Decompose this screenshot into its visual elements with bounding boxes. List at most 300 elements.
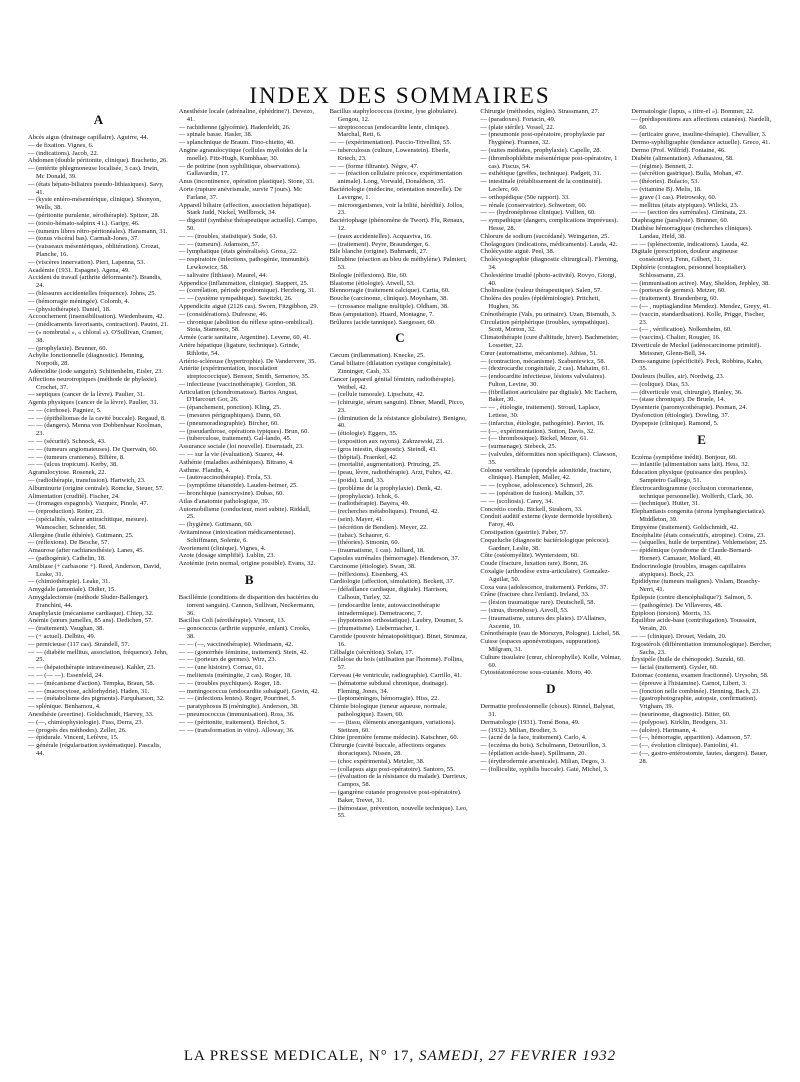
index-entry: Amibiase (+ carbasone +). Reed, Anderson, David, Leake, 31.: [28, 562, 161, 578]
index-entry: Capsules surrénales (hémorragie). Henderson, 37.: [329, 555, 460, 563]
index-entry: Dermo-syphiligraphie (tendance actuelle). Greco, 41.: [631, 139, 770, 147]
index-entry: Canal biliaire (dilatation cystique congénitale). Zinninger, Cash, 33.: [329, 360, 452, 375]
index-entry: — (sécrétion de Bendien). Meyer, 22.: [329, 523, 428, 531]
index-entry: Cholécystite aiguë. Peel, 38.: [480, 248, 555, 256]
index-entry: Anaphylaxie (mécanisme cardiaque). Chiep, 32.: [28, 609, 154, 617]
index-entry: Bouche (carcinome, clinique). Moynham, 38.: [329, 295, 449, 303]
index-entry: Chine (première femme médecin). Katschner, 60.: [329, 734, 459, 742]
index-entry: Cœur (automatisme, mécanisme). Athias, 51.: [480, 349, 598, 357]
index-entry: Avitaminose (intoxication médicamenteuse). Schiffmann, Solente, 6.: [178, 529, 296, 544]
index-entry: Cuisse (espaces aponévrotiques, suppuration). Milgram, 31.: [480, 638, 601, 653]
index-entry: — — (hépatothérapie intraveineuse). Kahler, 23.: [28, 664, 156, 672]
index-entry: — (crossance maligne multiple). Oldham, 38.: [329, 302, 449, 310]
index-entry: — — (opération de fusion). Malkin, 37.: [480, 490, 585, 498]
index-entry: — orthopédique (50e rapport). 33.: [480, 193, 570, 201]
index-entry: — gonococcus (arthrite suppurée, enfant). Crooks, 38.: [178, 625, 311, 640]
index-entry: Abdomen (double péritonite, clinique). Brachetto, 26.: [28, 157, 168, 165]
index-entry: — (considérations). Dufresne, 46.: [178, 310, 268, 318]
index-entry: — rénale (conservatrice). Schwetzer, 60.: [480, 201, 587, 209]
index-entry: — (—, expérimentation). Sutton, Davis, 32.: [480, 427, 595, 435]
index-entry: — (radiothérapie). Bayera, 49.: [329, 500, 410, 508]
index-entry: — salivaire (lithiase). Maurel, 44.: [178, 271, 268, 279]
index-entry: — (viscères innervation). Pieri, Lapenna, 53.: [28, 258, 146, 266]
index-entry: Angine agranulocytique (cellules myéloïdes de la moelle). Fitz-Hugh, Kumbhaar, 30.: [178, 146, 308, 162]
index-entry: — (endocardite lente, autovaccinothérapie intradermique). Demetraconc, 7.: [329, 601, 441, 617]
index-entry: — (hémorragie méningée). Colomb, 4.: [28, 297, 130, 305]
index-entry: Douleurs (bulles, air). Nordwig, 23.: [631, 373, 725, 381]
index-entry: — (états hépato-biliaires pseudo-lithiasiques). Savy, 41.: [28, 180, 164, 196]
index-entry: — — (—, vaccinothérapie). Wiedmann, 42.: [178, 640, 294, 648]
index-entry: — splénique. Benhamou, 4.: [28, 703, 101, 711]
index-entry: — (vitamine B). Melis, 18.: [631, 185, 702, 193]
index-entry: — (épreuve à l'histamine). Carnot, Libert, 3.: [631, 679, 747, 687]
index-entry: Bactériologie (médecine, orientation nouvelle). De Lavergne, 1.: [329, 185, 462, 201]
index-entry: — — (tissu, éléments anorganiques, variations). Steitzen, 60.: [329, 718, 456, 734]
index-entry: — — (tumeurs cranienes). Bilière, 8.: [28, 453, 125, 461]
index-entry: — — (porteurs de germes). Wirz, 23.: [178, 656, 277, 664]
index-entry: Cardiologie (affection, simulation). Beckett, 37.: [329, 578, 455, 586]
index-entry: — — (forme filtrante). Nègre, 47.: [329, 162, 419, 170]
index-column-5: [631, 108, 772, 1038]
index-entry: Circulation périphérique (troubles, sympathique). Scott, Morton, 32.: [480, 318, 610, 334]
index-entry: Anémie (sœurs jumelles, 85 ans). Dedichen, 57.: [28, 617, 153, 625]
index-entry: Colonne vertébrale (spondyle adonitoïde, fracture, clinique). Hamplett, Maller, 42.: [480, 466, 612, 482]
index-entry: Éducation physique (puissance des peuples). Sampietro Galliego, 51.: [631, 469, 748, 485]
index-entry: — (vaisseaux mésentériques, oblitération). Crozat, Planche, 16.: [28, 243, 160, 258]
index-entry: Chirurgie (cavité buccale, affections organes thoraciques). Nissen, 28.: [329, 742, 446, 757]
index-entry: — — sur la vie (évaluation). Suarez, 44.: [178, 451, 285, 459]
index-entry: Azotémie (rein normal, origine possible). Evans, 32.: [178, 560, 316, 568]
index-entry: — (exposition aux rayons). Zakrzewski, 23.: [329, 438, 445, 446]
index-entry: — (prophylaxie). Brunner, 60.: [28, 344, 108, 352]
index-entry: — (ulcère). Hartmann, 4.: [631, 726, 697, 734]
index-entry: — — (une histoire). Cornaz, 61.: [178, 664, 264, 672]
index-entry: — (mesures périgraphiques). Dann, 60.: [178, 412, 282, 420]
index-entry: Chimie biologique (teneur aqueuse, normale, pathologique). Essen, 60.: [329, 703, 447, 718]
index-entry: — — (transformation in vitro). Alloway, 36.: [178, 726, 295, 734]
index-entry: — (colique). Dias, 53.: [631, 380, 690, 388]
index-entry: — infectieuse (vaccinothérapie). Gordon, 38.: [178, 380, 297, 388]
index-entry: Bras (amputation). Huard, Montagne, 7.: [329, 310, 434, 318]
index-entry: — (urticaire grave, insuline-thérapie). Chevallier, 3.: [631, 131, 767, 139]
index-entry: Adénoïdite (iode sanguin). Schittenhelm, Eisler, 23.: [28, 367, 163, 375]
index-entry: — bronchique (sanocrysine). Dubas, 60.: [178, 490, 285, 498]
index-entry: Cholinsuline (valeur thérapeutique). Salen, 57.: [480, 287, 602, 295]
index-column-2: [179, 108, 320, 1038]
index-entry: Dermo (Prof. Wilfrid). Fontaine, 46.: [631, 146, 726, 154]
index-entry: — (leptoméninges, hémorragie). Hiss, 22.: [329, 695, 439, 703]
index-entry: — (traumatisme, 1 cas). Julliard, 18.: [329, 547, 425, 555]
index-entry: — — (cirrhose). Pagniez, 5.: [28, 406, 102, 414]
index-entry: Coxa vara (adolescence, traitement). Perkins, 37.: [480, 583, 608, 591]
index-entry: — lymphatique (états généralisés). Gross, 22.: [178, 248, 298, 256]
index-columns: [28, 108, 772, 1038]
section-letter: C: [395, 330, 405, 346]
index-entry: Anus (incontinence, opération plastique). Stone, 33.: [178, 178, 315, 186]
index-entry: Bacillus Coli (sérothérapie). Vincent, 13.: [178, 617, 286, 625]
index-entry: — pneumococcus (immunisation). Ross, 36.: [178, 710, 295, 718]
index-entry: — (immunisation active). May, Sheldon, Jephley, 38.: [631, 279, 770, 287]
index-entry: — de poitrine (non syphilitique, observations). Gallavardin, 17.: [178, 162, 301, 178]
index-entry: Bacillus staphylococcus (toxine, lyse globulaire). Gengou, 12.: [329, 108, 458, 123]
index-entry: Azote (dosage simplifié). Lublin, 23.: [178, 552, 276, 560]
section-letter: D: [546, 681, 556, 697]
index-entry: — (— , nuptiaglandine Mendez). Mendez, Greyy, 41.: [631, 302, 771, 310]
index-entry: Dyspepsie (clinique). Ramond, 5.: [631, 419, 719, 427]
index-entry: — — (épithéliomas de la cavité buccale). Regaud, 8.: [28, 414, 166, 422]
index-entry: — (folliculite, syphilis buccale). Gaté, Michel, 3.: [480, 765, 609, 773]
index-entry: Endocrinologie (troubles, images capillaires atypiques). Bock, 23.: [631, 562, 746, 578]
index-entry: — (plaie stérile). Vossel, 22.: [480, 123, 555, 131]
index-entry: — (physiothérapie). Daniel, 18.: [28, 305, 111, 313]
index-entry: Coxalgie (arthrodèse extra-articulaire). Gonzalez-Aguilar, 50.: [480, 568, 610, 583]
index-entry: — (traitement). Vaughan, 38.: [28, 625, 105, 633]
index-entry: — — (péritonite, traitement). Bréchot, 5.: [178, 718, 286, 726]
index-entry: — (1932). Milian, Brodier, 3.: [480, 726, 558, 734]
index-entry: — (sécrétion gastrique). Bulla, Mohan, 47.: [631, 170, 743, 178]
index-entry: — (rhumatisme). Liebermacher, 1.: [329, 625, 420, 633]
index-entry: — (autovaccinothérapie). Frola, 53.: [178, 474, 272, 482]
index-entry: Dermatite professionnelle (choux). Rinnel, Balyeat, 31.: [480, 703, 615, 718]
index-entry: — — (troubles psychiques). Roger, 18.: [178, 679, 282, 687]
index-entry: — rachidienne (glycémie). Hadenfeldt, 26.: [178, 123, 291, 131]
index-entry: — (surmenage). Siebeck, 25.: [480, 443, 557, 451]
index-entry: — — (infections lentes). Roger, Pourrinet, 5.: [178, 695, 297, 703]
index-entry: Empyème (traitement). Goldschmidt, 42.: [631, 523, 739, 531]
index-entry: Choléra des poules (épidémiologie). Pritchett, Hughes, 36.: [480, 295, 600, 310]
index-entry: Aorte (rupture anévrismale, survie 7 jours). Mc Farlane, 37.: [178, 185, 302, 201]
index-entry: Assurance sociale (loi nouvelle). Eisenstadt, 23.: [178, 443, 304, 451]
index-entry: — (tonus viscéral bas). Carmalt-Jones, 37.: [28, 235, 139, 243]
index-entry: — (traumatisme, sutures des plaies). D'Allaines, Ascente, 10.: [480, 614, 607, 630]
index-entry: — infantile (alimentation sans lait). Hess, 32.: [631, 461, 750, 469]
index-entry: Climatothérapie (cure d'altitude, hiver). Bachmeister, Lossetter, 22.: [480, 334, 619, 349]
index-entry: — (eczéma du bois). Schulmann, Detourillon, 3.: [480, 742, 607, 750]
index-entry: — sympathique (dangers, complications imprévues). Hesse, 28.: [480, 217, 618, 232]
index-entry: Avortement (clinique). Vignes, 4.: [178, 544, 266, 552]
index-entry: Bile blanche (origine). Buhrnardt, 27.: [329, 248, 428, 256]
index-column-1: [28, 108, 169, 1038]
index-entry: — — (splénectomie, indications). Lauda, 42.: [631, 240, 749, 248]
index-entry: — (hémostase, prévention, nouvelle technique). Leo, 55.: [329, 804, 468, 820]
index-entry: — (vaccins). Chalier, Rougier, 16.: [631, 334, 721, 342]
index-entry: Équilibre acide-base (centrifugation). Toussaint, Verain, 20.: [631, 617, 757, 633]
index-entry: — (épanchement, ponction). Kling, 25.: [178, 404, 281, 412]
index-entry: Asthme. Flandin, 4.: [178, 466, 231, 474]
index-entry: Atlas d'anatomie pathologique, 39.: [178, 497, 270, 505]
index-entry: Estomac (contenu, examen fractionné). Urysohn, 58.: [631, 671, 769, 679]
index-entry: — (vaccin, standardisation). Kolle, Prigge, Fischer, 23.: [631, 310, 765, 326]
index-entry: — — (diabète mellitus, association, fréquence). Jehn, 25.: [28, 648, 168, 664]
index-entry: — pernicieuse (117 cas). Strandell, 57.: [28, 640, 130, 648]
index-entry: — (traitement). Peyre, Braunderger, 6.: [329, 240, 430, 248]
index-entry: — (contraction, mécanisme). Szabuniewicz, 58.: [480, 357, 606, 365]
index-entry: — (+ actuel). Delbito, 49.: [28, 633, 96, 640]
index-entry: — esthétique (greffes, technique). Padgett, 31.: [480, 170, 602, 178]
index-entry: — streptococcus (endocardite lente, clinique). Marchal, Reti, 6.: [329, 123, 450, 139]
index-entry: Encéphalite (états consécutifs, atropine). Coins, 23.: [631, 531, 765, 539]
index-entry: Concrétio cordis. Bickell, Strahorn, 33.: [480, 505, 583, 513]
index-entry: — mellitus (états atypiques). Wilicki, 23.: [631, 201, 739, 209]
index-entry: — (entérite phlegmoneuse localisée, 3 cas). Irwin, Mc Donald, 39.: [28, 165, 159, 180]
index-entry: — épidémique (syndrome de Claude-Bernard-Horner). Camauer, Mollard, 40.: [631, 547, 753, 563]
index-entry: Conduit auditif externe (kyste dermoïde hyoïdien). Faroy, 40.: [480, 513, 613, 529]
index-entry: — (évaluation de la résistance du malade). Darrieux, Campos, 58.: [329, 773, 467, 789]
index-entry: Elephantiasis congenita (strona lymphangiectatica). Middleton, 39.: [631, 508, 766, 524]
index-entry: Biologie (réflexions). Bie, 60.: [329, 271, 408, 279]
index-column-4: [480, 108, 621, 1038]
index-entry: — (fibrillation auriculaire par digitale). Mc Eachern, Baker, 30.: [480, 388, 618, 404]
index-entry: — — , étiologie, traitement). Stroud, Laplace, Letiese, 30.: [480, 404, 601, 420]
index-entry: Diathèse hémorragique (recherches cliniques). Landau, Held, 38.: [631, 224, 753, 240]
index-entry: — — (section des surrénales). Ciminata, 23.: [631, 209, 747, 217]
index-entry: — (prophylaxie). Ichok, 6.: [329, 492, 400, 500]
index-entry: — — (sécurité). Schnock, 43.: [28, 438, 106, 446]
index-entry: — digestif (synthèse thérapeutique actuelle). Campo, 50.: [178, 217, 318, 232]
index-entry: — — (gonorrhée féminine, traitement). Stein, 42.: [178, 648, 309, 656]
index-entry: — (médicaments favorisants, contraction). Pautot, 21.: [28, 321, 169, 329]
index-entry: — (chirurgie, sérum sanguin). Ebner, Mandl, Picco, 23.: [329, 399, 465, 414]
footer-journal: LA PRESSE MEDICALE, N° 17,: [183, 1048, 415, 1064]
index-entry: Automobilisme (conducteur, mort subite). Riddall, 25.: [178, 505, 311, 521]
index-entry: Chirurgie (méthodes, règles). Strassmann, 27.: [480, 108, 600, 115]
index-entry: Accident du travail (arthrite déformante?). Brandis, 24.: [28, 274, 162, 290]
page-footer: [40, 1048, 760, 1065]
index-entry: Cancer (appareil génital féminin, radiothérapie). Weibel, 42.: [329, 375, 456, 391]
index-entry: — (paradoxes). Fortacin, 49.: [480, 115, 556, 123]
index-entry: Alimentation (crudité). Fischer, 24.: [28, 492, 120, 500]
index-entry: — (séquelles, huile de terpentine). Vehlemeister, 25.: [631, 539, 768, 547]
index-entry: — (prédispositions aux affections cutanées). Nardelli, 60.: [631, 115, 772, 131]
index-entry: — (régime). Bennett, 2.: [631, 162, 694, 170]
index-entry: Artère hépatique (ligature, technique). Grinde, Rihlotte, 54.: [178, 341, 300, 357]
index-entry: Cerveau (4e ventricule, radiographie). Carrillo, 41.: [329, 671, 462, 679]
index-entry: Diaphragme (paralysie). Brunner, 60.: [631, 217, 729, 225]
index-entry: — (recherches métaboliques). Freund, 42.: [329, 508, 440, 516]
index-entry: Dermatologie (1931). Tomé Bona, 49.: [480, 718, 580, 726]
index-entry: Articulation (chondromatose). Bartos Angust, D'Harcourt Gor, 26.: [178, 388, 298, 404]
index-entry: Artério-scléreuse (hypertrophie). De Vandervere, 35.: [178, 357, 317, 365]
index-entry: Amygdalectomie (méthode Sluder-Ballenger). Franchini, 44.: [28, 594, 149, 609]
index-entry: — (tumeurs libres rétro-péritonéales). Hansmann, 31.: [28, 227, 168, 235]
index-entry: Accouchement (insensibilisation). Wiedenbaum, 42.: [28, 313, 165, 321]
index-entry: — (réflexions). Eisenberg, 43.: [329, 570, 409, 578]
index-entry: — melitensis (méningite, 2 cas). Roger, 18.: [178, 671, 292, 679]
index-entry: — (choc expérimental). Metzler, 38.: [329, 757, 425, 765]
index-entry: — (péritonite purulente, sérothérapie). Spitzer, 28.: [28, 211, 160, 219]
index-entry: — (fromages espagnols). Vazquez, Pinole, 47.: [28, 500, 149, 508]
index-entry: Bilirubine (réaction au bleu de méthylène). Palmieri, 53.: [329, 256, 467, 271]
index-entry: — (gangrène cutanée progressive post-opératoire). Baker, Trevet, 31.: [329, 788, 462, 804]
index-entry: Coude (fracture, luxation rare). Bonn, 26.: [480, 560, 589, 568]
index-entry: — (problème de la prophylaxie). Denk, 42.: [329, 484, 443, 492]
index-entry: — — (clinique). Drouet, Vedain, 20.: [631, 633, 727, 640]
index-entry: Albuminurie (origine centrale). Romcke, Steuer, 57.: [28, 484, 164, 492]
index-entry: — (défaillance cardiaque, digitale). Harrison, Calhoun, Turley, 32.: [329, 586, 448, 602]
index-entry: — — (macrocytose, achlorhydrie). Haden, 31.: [28, 687, 150, 695]
index-entry: — (pseudarthrose, opérations typiques). Brun, 60.: [178, 427, 309, 435]
index-entry: — (—, hémorragie, apparition). Adamson, 57.: [631, 734, 752, 742]
index-entry: — (sinus, thrombose). Asvoll, 53.: [480, 607, 569, 614]
index-entry: Érysipèle (huile de chénopode). Suzuki, 60.: [631, 656, 745, 664]
index-entry: — respiratoire (infections, pathogénie, immunité). Lewkowicz, 58.: [178, 256, 310, 271]
page-title: INDEX DES SOMMAIRES: [249, 83, 551, 109]
index-entry: Appareil biliaire (affection, association hépatique). Stark Judd, Nickel, Wellbrock, 34.: [178, 201, 312, 217]
index-entry: — (cellule tumorale). Lipschutz, 42.: [329, 391, 425, 399]
index-entry: — — (métabolisme des pigments). Farquharson, 32.: [28, 695, 165, 703]
index-entry: — (tabac). Schaurer, 6.: [329, 531, 390, 539]
index-entry: — paratyphosus B (méningite). Anderson, 38.: [178, 703, 299, 711]
section-letter: A: [93, 112, 104, 127]
index-entry: — spinale basse. Hasler, 38.: [178, 131, 253, 139]
index-entry: — (indications). Jacob, 22.: [28, 149, 99, 157]
index-entry: — (tuberculose, traitement). Gal-lando, 45.: [178, 435, 292, 443]
index-entry: — (pneumonie post-opératoire, prophylaxie par l'hygiène). Frannen, 32.: [480, 131, 605, 147]
index-entry: Amygdale (amoniale). Didier, 15.: [28, 586, 116, 594]
index-entry: Crâne (fracture chez l'enfant). Ireland, 33.: [480, 591, 590, 599]
index-entry: Cholestérine irradié (photo-activité). Rovyo, Giorgi, 40.: [480, 271, 617, 287]
index-entry: Électrocardiogramme (occlusion coronarienne, technique personnelle). Wolferth, Clark, 30.: [631, 484, 754, 500]
index-entry: — (polypose). Kirklin, Brodgers, 31.: [631, 718, 728, 726]
index-entry: — facial (traitement). Gysler, 60.: [631, 664, 718, 672]
index-entry: — — (réaction cellulaire précoce, expérimentation animale). Long, Vorwald, Donaldson, 35.: [329, 170, 463, 186]
index-entry: — (lésion traumatique rare). Deutschell, 58.: [480, 599, 596, 607]
index-entry: — — (ulcus tropicum). Kerby, 38.: [28, 461, 118, 469]
index-entry: — — (cyphose, adolescence). Schmorl, 26.: [480, 482, 594, 490]
index-entry: — (fonction nelle combinée). Henning, Bach, 23.: [631, 687, 761, 695]
index-entry: Artérite (expérimentation, inoculation streptococcique). Benson, Smith, Semenov, 35.: [178, 365, 310, 381]
index-entry: — microorganismes, voir la bilité, hérédité). Jollos, 23.: [329, 201, 464, 217]
index-entry: Armée (carie sanitaire, Argentine). Levene, 60, 41.: [178, 334, 311, 342]
index-entry: Appendice (inflammation, clinique). Stappert, 25.: [178, 279, 309, 287]
index-entry: — de fixation. Vignes, 6.: [28, 141, 94, 149]
index-entry: — (acné de la face, traitement). Carlo, 4.: [480, 734, 587, 742]
index-entry: — (eaux accidentelles). Acquaviva, 16.: [329, 232, 432, 240]
index-entry: Bactériophage (phénomène de Twort). Flu, Renaux, 12.: [329, 217, 465, 232]
index-entry: — chronique (abolition du réflexe spino-ombilical). Stoia, Stamesco, 58.: [178, 318, 314, 334]
index-entry: — splanchnique de Braum. Fino-chietto, 40.: [178, 139, 295, 147]
index-entry: — — (— —). Essenfeld, 24.: [28, 671, 104, 679]
index-entry: — (mortalité, augmentation). Prinzing, 25.: [329, 461, 441, 469]
index-entry: Diphtérie (contagion, personnel hospitalier). Schlossmann, 23.: [631, 263, 747, 279]
index-entry: Agents physiques (cancer de la lèvre). Paulier, 31.: [28, 399, 159, 407]
index-entry: — (érythrodermie arsenicale). Milian, Degos, 3.: [480, 757, 606, 765]
index-entry: Abcès aigus (drainage capillaire). Aguirre, 44.: [28, 134, 149, 141]
index-entry: — (diminution de la résistance globulaire). Benigno, 40.: [329, 414, 467, 430]
index-entry: — (gros intestin, diagnostic). Steindl, 43.: [329, 445, 438, 453]
index-entry: — — (scoliosis). Carey, 34.: [480, 497, 554, 505]
index-entry: — (collapsus aigu post-opératoire). Santoro, 55.: [329, 765, 455, 773]
index-entry: — (étiologie). Eggers, 35.: [329, 430, 398, 438]
index-entry: Brûlures (acide tannique). Saegesser, 60.: [329, 318, 436, 326]
index-entry: — (— thrombosique). Bickel, Mozer, 61.: [480, 435, 589, 443]
index-entry: Achylie fonctionnelle (diagnostic). Henning, Norpoth, 28.: [28, 352, 145, 368]
index-entry: Crénothérapie (eau de Morszyn, Pologne). Lichel, 58.: [480, 630, 621, 638]
footer-date: SAMEDI, 27 FEVRIER 1932: [418, 1048, 617, 1064]
index-entry: — — (système sympathique). Sawitzki, 26.: [178, 295, 293, 303]
index-entry: Cytostéatonécrose sous-cutanée. Moro, 40.: [480, 669, 593, 677]
index-entry: — (hôpital). Fraenkel, 42.: [329, 453, 398, 461]
index-entry: — — (troubles, statistique). Sude, 61.: [178, 232, 278, 240]
index-entry: Épilepsie (centre diencéphalique?). Salmon, 5.: [631, 594, 753, 602]
index-entry: — (traitement). Brandenberg, 60.: [631, 295, 719, 303]
section-letter: B: [244, 572, 254, 588]
index-entry: Académie (1931. Espagne). Agena, 49.: [28, 266, 130, 274]
index-entry: Constipation (gastrite). Faber, 57.: [480, 529, 568, 537]
index-entry: — (théories). Simonin, 60.: [329, 539, 400, 547]
index-entry: Chlorure de sodium (succédané). Weingarten, 25.: [480, 232, 609, 240]
index-entry: Côte (ostéomyélite). Wyntersteen, 60.: [480, 552, 579, 560]
index-entry: — (—, gastro-entérostomie, fautes, dangers). Bauer, 28.: [631, 749, 768, 765]
index-entry: Eczéma (symptôme inédit). Bonjour, 60.: [631, 453, 737, 461]
index-entry: — (pathogénie). De Villaveres, 48.: [631, 601, 723, 609]
index-entry: — (diverticule vrai, chirurgie). Hanley, 36.: [631, 388, 743, 396]
index-entry: Dysfonction (étiologie). Dowling, 37.: [631, 412, 730, 420]
index-entry: — (corrélation, période prodromique). Herzberg, 31.: [178, 287, 317, 295]
index-entry: — (hygiène). Guttmann, 60.: [178, 521, 253, 529]
section-letter: E: [697, 431, 706, 447]
index-entry: Affections neurotropiques (méthode de phylaxie). Crochet, 37.: [28, 375, 158, 391]
index-entry: Anesthésie (avertine). Goldschmidt, Harvey, 33.: [28, 710, 154, 718]
index-entry: — (réflexions). De Besche, 57.: [28, 539, 110, 547]
index-entry: — meningococcus (endocardite subaiguë). Govin, 42.: [178, 687, 320, 695]
index-entry: — — (hydronéphrose clinique). Vullien, 60.: [480, 209, 596, 217]
index-entry: — (kyste entéro-mésentérique, clinique). Shonyon, Wells, 38.: [28, 196, 162, 212]
index-entry: Amaurose (after rachianesthésie). Lanes, 45.: [28, 547, 145, 555]
index-entry: Dysenterie (paromycothérapie). Pesman, 24.: [631, 404, 748, 412]
index-entry: Diabète (alimentation). Athanasiou, 58.: [631, 154, 734, 162]
index-entry: — grave (1 cas). Pietrowsky, 60.: [631, 193, 717, 201]
index-entry: — — (tumeurs angiomateuses). De Quervain, 60.: [28, 445, 158, 453]
index-entry: — (thrombophlébite mésentérique post-opératoire, 1 cas). Fiscus, 54.: [480, 154, 618, 170]
index-entry: — (gastrophotographie, autopsie, confirmation). Vrigham, 39.: [631, 695, 758, 711]
index-entry: — (dextrocardie congénitale, 2 cas). Mahaim, 61.: [480, 365, 610, 373]
index-entry: — (porteurs de germes). Metzer, 60.: [631, 287, 726, 295]
index-entry: Crénothérapie (Vals, pu urinaire). Uzan, Bismuth, 3.: [480, 310, 617, 318]
index-entry: Blennorragie (traitement calcique). Cartia, 60.: [329, 287, 450, 295]
index-entry: — (endocardite infectieuse, lésions valvulaires). Fulton, Levine, 30.: [480, 373, 607, 388]
index-entry: Blastome (étiologie). Atwell, 53.: [329, 279, 415, 287]
index-entry: — (torsio-hémato-salpinx 4 i.). Garipy, 46.: [28, 219, 140, 227]
index-entry: Épididyme (tumeurs malignes). Vislam, Braschy-Nerri, 41.: [631, 578, 760, 594]
index-entry: — (chimiothérapie). Leake, 31.: [28, 578, 110, 586]
index-entry: — (progrès des méthodes). Zeller, 26.: [28, 726, 127, 734]
index-entry: — (spécialités, valeur antirachitique, mesure). Wamoscher, Schneider, 58.: [28, 516, 149, 531]
index-entry: Cholagogues (indications, médicaments). Lauda, 42.: [480, 240, 618, 248]
index-entry: Agranulocytose. Rosenek, 22.: [28, 469, 107, 477]
index-entry: — — (mécanisme d'action). Tempka, Braun, 58.: [28, 679, 155, 687]
index-entry: — (épilation acide-base). Spillmann, 20.: [480, 749, 586, 757]
index-entry: Asthénie (maladies asthéniques). Bitrano, 4.: [178, 458, 294, 466]
index-entry: Dermatologie (lupus, « titre-el »). Bommer, 22.: [631, 108, 755, 115]
index-entry: — (— , vérification). Nolkenheim, 60.: [631, 326, 732, 334]
index-entry: — (blessures accidentelles fréquence). Johns, 25.: [28, 289, 157, 297]
index-entry: — (reproduction). Reiter, 23.: [28, 508, 104, 516]
index-entry: Bacillémie (conditions de disparition des bactéries du torrent sanguin). Cannon, Sullivan, Neckermann, 36.: [178, 594, 319, 617]
index-entry: Digitale (prescription, douleur angineuse consécutive). Fenn, Gilbert, 31.: [631, 248, 738, 264]
index-entry: — — (expérimentation). Puccio-Trivellini, 55.: [329, 139, 452, 147]
index-entry: — (neurinome, diagnostic). Bitter, 60.: [631, 710, 731, 718]
index-entry: — (radiothérapie, transfusion). Hartwich, 23.: [28, 477, 146, 485]
index-entry: — (technique). Hutter, 31.: [631, 500, 700, 508]
index-entry: Anesthésie locale (adrénaline, éphédrine?). Devezo, 41.: [178, 108, 314, 123]
index-entry: — (« nombrutal », « chloral »). O'Sullivan, Cramer, 38.: [28, 328, 163, 344]
index-entry: — épidurale. Vincent, Lefèvre, 15.: [28, 734, 119, 742]
index-entry: Cellulose du bois (utilisation par l'homme). Follins, 57.: [329, 656, 464, 672]
index-entry: — (hématome subdural chronique, drainage). Fleming, Jones, 34.: [329, 679, 448, 695]
index-entry: — (poids). Lund, 33.: [329, 477, 385, 485]
index-entry: Appendicite aiguë (2126 cas). Sworn, Fitzgibbon, 29.: [178, 302, 319, 310]
